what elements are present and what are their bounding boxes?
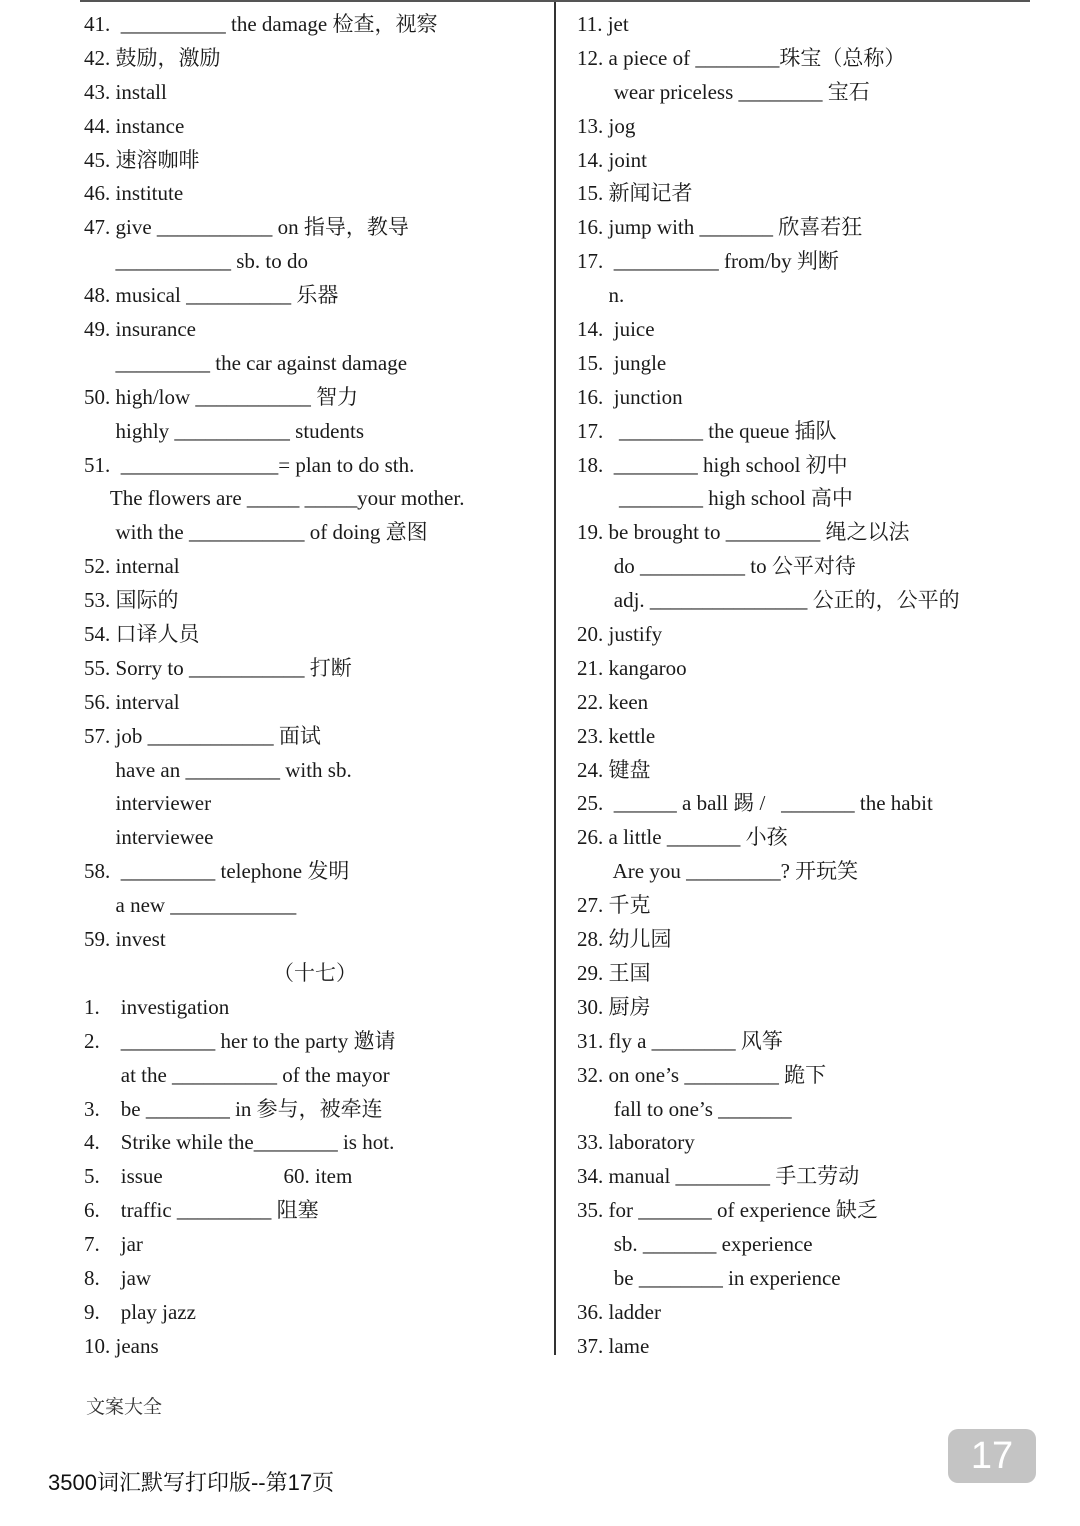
- vocab-line: 58. _________ telephone 发明: [84, 859, 350, 884]
- vocab-line: 18. ________ high school 初中: [577, 452, 848, 477]
- vocab-line: 15. jungle: [577, 350, 667, 375]
- vocab-line: 8. jaw: [84, 1265, 152, 1290]
- vocab-line: interviewee: [84, 825, 214, 850]
- vocab-line: 14. joint: [577, 147, 648, 172]
- vocab-line: 25. ______ a ball 踢 / _______ the habit: [577, 791, 933, 816]
- vocab-line: 16. junction: [577, 384, 683, 409]
- vocab-line: 12. a piece of ________珠宝（总称）: [577, 45, 906, 70]
- vocab-line: 28. 幼儿园: [577, 927, 672, 952]
- vocab-line: 9. play jazz: [84, 1299, 196, 1324]
- vocab-line: 24. 键盘: [577, 757, 651, 782]
- vocab-line: 54. 口译人员: [84, 622, 200, 647]
- vocab-line: 45. 速溶咖啡: [84, 147, 200, 172]
- vocab-line: 30. 厨房: [577, 994, 651, 1019]
- vocab-line: fall to one’s _______: [577, 1096, 792, 1121]
- vocab-line: ________ high school 高中: [577, 486, 853, 511]
- vocab-line: 5. issue 60. item: [84, 1164, 353, 1189]
- vocab-line: 51. _______________= plan to do sth.: [84, 452, 415, 477]
- vocab-line: 46. institute: [84, 181, 184, 206]
- vocab-line: 47. give ___________ on 指导，教导: [84, 215, 409, 240]
- vocab-line: have an _________ with sb.: [84, 757, 352, 782]
- vocab-line: do __________ to 公平对待: [577, 554, 856, 579]
- vocab-line: 4. Strike while the________ is hot.: [84, 1130, 395, 1155]
- vocab-line: 7. jar: [84, 1232, 143, 1257]
- vocab-line: 43. install: [84, 79, 167, 104]
- vocab-line: 14. juice: [577, 317, 655, 342]
- right-column: [577, 8, 1027, 1364]
- vocab-line: 21. kangaroo: [577, 655, 687, 680]
- vocab-line: 10. jeans: [84, 1333, 159, 1358]
- vocab-line: 55. Sorry to ___________ 打断: [84, 655, 352, 680]
- vocab-line: 1. investigation: [84, 994, 230, 1019]
- vocab-line: 17. __________ from/by 判断: [577, 249, 839, 274]
- vocab-line: 57. job ____________ 面试: [84, 723, 321, 748]
- vocab-line: 50. high/low ___________ 智力: [84, 384, 359, 409]
- footer-source: 文案大全: [86, 1396, 163, 1418]
- vocab-line: interviewer: [84, 791, 212, 816]
- vocab-line: 42. 鼓励，激励: [84, 45, 221, 70]
- vocab-line: 22. keen: [577, 689, 649, 714]
- vocab-line: at the __________ of the mayor: [84, 1062, 390, 1087]
- vocab-line: 2. _________ her to the party 邀请: [84, 1028, 396, 1053]
- vocab-line: 13. jog: [577, 113, 636, 138]
- vocab-line: 17. ________ the queue 插队: [577, 418, 837, 443]
- vocab-line: 41. __________ the damage 检查，视察: [84, 12, 438, 36]
- section-heading: （十七）: [273, 960, 357, 985]
- page-number-badge: 17: [948, 1429, 1036, 1483]
- vocab-line: 32. on one’s _________ 跪下: [577, 1062, 827, 1087]
- vocab-line: 6. traffic _________ 阻塞: [84, 1198, 319, 1223]
- vocab-line: a new ____________: [84, 893, 297, 918]
- vocab-line: 52. internal: [84, 554, 180, 579]
- vocab-line: 29. 王国: [577, 960, 651, 985]
- left-column: [84, 8, 546, 1364]
- vocab-line: ___________ sb. to do: [84, 249, 309, 274]
- page-caption: 3500词汇默写打印版--第17页: [48, 1470, 335, 1495]
- vocab-line: _________ the car against damage: [84, 350, 408, 375]
- vocab-line: with the ___________ of doing 意图: [84, 520, 428, 545]
- vocab-line: 37. lame: [577, 1333, 650, 1358]
- vocab-line: wear priceless ________ 宝石: [577, 79, 870, 104]
- vocab-line: 20. justify: [577, 622, 663, 647]
- column-divider: [554, 2, 556, 1355]
- vocab-line: 36. ladder: [577, 1299, 661, 1324]
- vocab-line: 31. fly a ________ 风筝: [577, 1028, 783, 1053]
- vocab-line: 56. interval: [84, 689, 180, 714]
- vocab-line: 11. jet: [577, 12, 629, 36]
- vocab-line: 48. musical __________ 乐器: [84, 283, 339, 308]
- vocab-line: be ________ in experience: [577, 1265, 841, 1290]
- vocab-line: 16. jump with _______ 欣喜若狂: [577, 215, 863, 240]
- vocab-line: 44. instance: [84, 113, 185, 138]
- vocab-line: 59. invest: [84, 927, 166, 952]
- vocab-line: sb. _______ experience: [577, 1232, 813, 1257]
- vocab-line: 34. manual _________ 手工劳动: [577, 1164, 860, 1189]
- vocab-line: 26. a little _______ 小孩: [577, 825, 788, 850]
- vocab-line: 33. laboratory: [577, 1130, 695, 1155]
- vocab-line: 49. insurance: [84, 317, 196, 342]
- vocab-line: 19. be brought to _________ 绳之以法: [577, 520, 910, 545]
- vocab-line: 15. 新闻记者: [577, 181, 693, 206]
- vocab-line: n.: [577, 283, 625, 308]
- vocab-line: highly ___________ students: [84, 418, 365, 443]
- vocab-line: The flowers are _____ _____your mother.: [84, 486, 465, 511]
- vocab-line: Are you _________? 开玩笑: [577, 859, 859, 884]
- vocab-line: adj. _______________ 公正的，公平的: [577, 588, 960, 613]
- vocab-line: 35. for _______ of experience 缺乏: [577, 1198, 878, 1223]
- vocab-line: 53. 国际的: [84, 588, 179, 613]
- vocab-line: 3. be ________ in 参与，被牵连: [84, 1096, 383, 1121]
- vocab-line: 23. kettle: [577, 723, 656, 748]
- vocab-line: 27. 千克: [577, 893, 651, 918]
